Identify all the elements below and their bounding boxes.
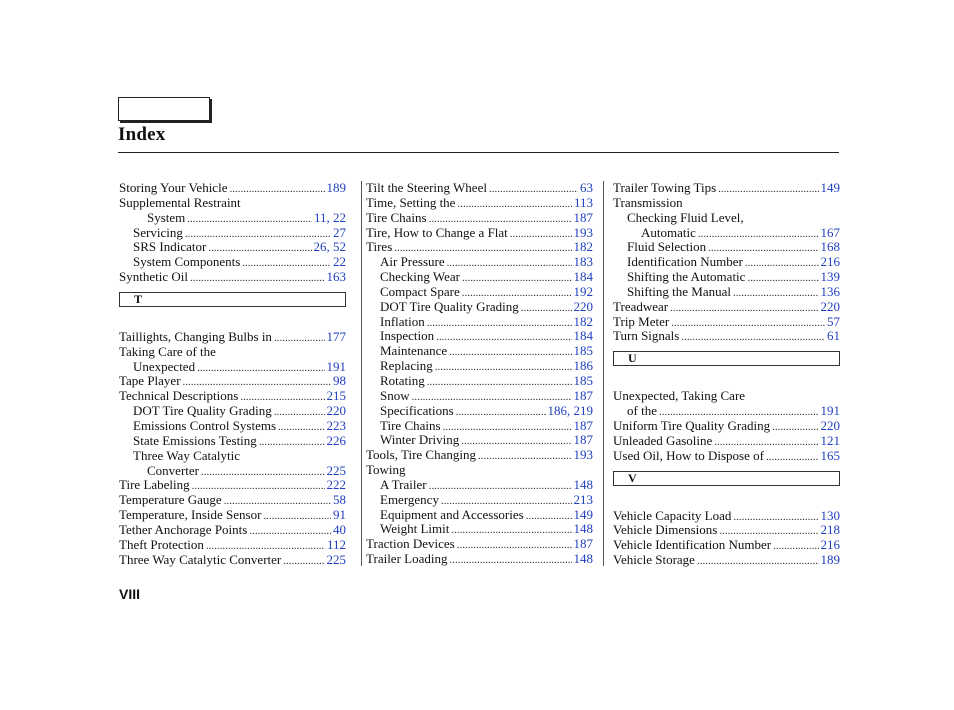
dot-leader [697,554,819,569]
index-entry-term: Traction Devices [366,536,455,552]
index-entry-page-link[interactable]: 222 [326,477,346,493]
index-letter-header: T [119,292,346,307]
section-tab-box [118,97,210,121]
index-entry-page-link[interactable]: 165 [820,447,840,463]
index-entry [366,226,593,241]
index-entry-page-link[interactable]: 112 [326,536,346,552]
index-entry [119,478,346,493]
index-entry-term: Vehicle Storage [613,552,695,568]
title-rule [118,152,839,153]
dot-leader [229,182,324,197]
index-entry-term: Time, Setting the [366,194,456,210]
index-entry-term: Vehicle Dimensions [613,522,718,538]
page-title: Index [118,124,166,145]
index-entry-page-link[interactable]: 189 [820,552,840,568]
index-entry [613,226,840,241]
index-entry [366,478,593,493]
index-entry [613,523,840,538]
index-entry-page-link[interactable]: 184 [573,269,593,285]
index-entry [613,255,840,270]
index-entry-page-link[interactable]: 216 [820,254,840,270]
index-entry [613,553,840,568]
index-entry-page-link[interactable]: 218 [820,522,840,538]
index-entry [613,270,840,285]
index-entry-term: A Trailer [380,476,427,492]
index-entry [366,522,593,537]
dot-leader [521,301,572,316]
dot-leader [461,434,571,449]
index-entry-term: Tire Labeling [119,477,190,493]
index-entry-term: Trailer Towing Tips [613,180,717,195]
index-entry-page-link[interactable]: 148 [573,521,593,537]
index-entry-term: Weight Limit [380,521,450,537]
index-entry-page-link[interactable]: 187 [573,432,593,448]
index-entry-page-link[interactable]: 220 [573,298,593,314]
dot-leader [427,316,572,331]
index-letter-header: V [613,471,840,486]
index-entry-term: Emissions Control Systems [133,417,277,433]
index-entry-page-link[interactable]: 226 [326,432,346,448]
dot-leader [274,331,325,346]
index-entry-term: Shifting the Automatic [627,269,746,285]
dot-leader [698,227,819,242]
index-entry [613,509,840,524]
index-entry-page-link[interactable]: 61 [827,328,840,344]
index-entry [366,270,593,285]
index-entry-page-link[interactable]: 220 [820,298,840,314]
dot-leader [274,405,325,420]
dot-leader [197,361,324,376]
index-entry [366,315,593,330]
index-entry-page-link[interactable]: 148 [573,476,593,492]
index-entry-term: Identification Number [627,254,743,270]
dot-leader [671,316,825,331]
index-entry [613,434,840,449]
dot-leader [670,301,818,316]
index-entry-term: Three Way Catalytic Converter [119,551,282,567]
index-entry-term: Tools, Tire Changing [366,447,476,463]
dot-leader [449,345,571,360]
index-entry [119,240,346,255]
dot-leader [259,435,325,450]
index-entry-page-link[interactable]: 168 [820,239,840,255]
index-entry [613,389,840,404]
index-entry-page-link[interactable]: 149 [820,180,840,195]
index-entry [119,419,346,434]
index-entry [119,389,346,404]
index-entry-page-link[interactable]: 130 [820,507,840,523]
dot-leader [278,420,324,435]
index-entry-term: Rotating [380,372,425,388]
index-entry-term: Unleaded Gasoline [613,432,713,448]
index-entry [613,404,840,419]
index-entry-page-link[interactable]: 187 [573,209,593,225]
index-entry [366,359,593,374]
index-entry-page-link[interactable]: 225 [326,551,346,567]
index-letter-header: U [613,351,840,366]
index-entry-term: DOT Tire Quality Grading [133,403,272,419]
index-entry-term: System [147,209,186,225]
index-entry-page-link[interactable]: 177 [326,328,346,344]
dot-leader [451,523,571,538]
index-entry [366,285,593,300]
index-entry-term: Servicing [133,224,183,240]
dot-leader [747,271,818,286]
index-entry-term: Tires [366,239,393,255]
index-entry-term: Converter [147,462,199,478]
index-entry-term: System Components [133,254,241,270]
index-entry-page-link[interactable]: 136 [820,283,840,299]
index-entry [366,404,593,419]
index-entry [366,508,593,523]
dot-leader [436,330,571,345]
index-entry-page-link[interactable]: 220 [326,403,346,419]
index-entry-term: SRS Indicator [133,239,207,255]
dot-leader [263,509,331,524]
index-entry-page-link[interactable]: 213 [573,491,593,507]
index-entry-page-link[interactable]: 225 [326,462,346,478]
dot-leader [242,256,331,271]
index-entry [119,226,346,241]
dot-leader [772,420,818,435]
index-entry-page-link[interactable]: 26, 52 [313,239,346,255]
index-entry-term: Technical Descriptions [119,388,239,404]
index-entry [366,433,593,448]
dot-leader [456,405,546,420]
dot-leader [681,330,825,345]
index-entry-page-link[interactable]: 192 [573,283,593,299]
index-entry-term: Unexpected, Taking Care [613,388,746,404]
index-entry-page-link[interactable]: 187 [573,536,593,552]
index-entry-page-link[interactable]: 187 [573,387,593,403]
index-entry [366,240,593,255]
dot-leader [526,509,572,524]
index-entry [366,493,593,508]
index-entry-term: Used Oil, How to Dispose of [613,447,764,463]
index-entry-page-link[interactable]: 193 [573,447,593,463]
column-divider [603,181,604,566]
index-entry-page-link[interactable]: 185 [573,372,593,388]
index-entry-term: Vehicle Identification Number [613,537,772,553]
column-divider [361,181,362,566]
dot-leader [745,256,819,271]
dot-leader [718,182,818,197]
index-entry-term: Specifications [380,402,454,418]
index-entry-page-link[interactable]: 187 [573,417,593,433]
index-entry-term: Compact Spare [380,283,460,299]
index-entry-term: Inspection [380,328,435,344]
index-entry-page-link[interactable]: 216 [820,537,840,553]
index-entry-term: Treadwear [613,298,669,314]
index-entry [613,181,840,196]
index-column-1 [119,181,346,567]
index-entry [119,181,346,196]
index-entry-term: of the [627,403,657,419]
index-entry [119,255,346,270]
index-entry-term: Storing Your Vehicle [119,180,228,195]
index-entry-page-link[interactable]: 58 [333,492,346,508]
index-entry [119,360,346,375]
index-entry [613,196,840,211]
index-entry [366,448,593,463]
index-entry [613,285,840,300]
dot-leader [435,360,572,375]
index-entry [119,374,346,389]
dot-leader [766,450,819,465]
index-entry-term: Trailer Loading [366,551,448,567]
index-entry-page-link[interactable]: 215 [326,388,346,404]
index-entry [613,315,840,330]
index-entry [366,255,593,270]
index-entry [119,404,346,419]
index-entry-term: Emergency [380,491,439,507]
index-entry [366,537,593,552]
index-entry [119,508,346,523]
index-entry [613,240,840,255]
dot-leader [427,375,572,390]
index-entry-term: Tether Anchorage Points [119,521,248,537]
index-entry-page-link[interactable]: 139 [820,269,840,285]
dot-leader [201,465,325,480]
index-entry-page-link[interactable]: 189 [326,180,346,195]
index-entry-page-link[interactable]: 149 [573,506,593,522]
index-entry-page-link[interactable]: 113 [573,194,593,210]
index-entry [613,329,840,344]
dot-leader [733,286,819,301]
index-entry-term: Fluid Selection [627,239,707,255]
index-entry [366,389,593,404]
dot-leader [443,420,572,435]
dot-leader [462,271,572,286]
index-entry-term: Air Pressure [380,254,445,270]
index-entry-page-link[interactable]: 186, 219 [547,402,593,418]
index-entry [366,300,593,315]
dot-leader [447,256,572,271]
index-entry-term: Unexpected [133,358,196,374]
index-entry-term: Inflation [380,313,425,329]
index-entry [119,270,346,285]
index-entry-term: Tape Player [119,373,181,389]
dot-leader [283,554,324,569]
index-entry [613,211,840,226]
index-entry-term: Winter Driving [380,432,460,448]
index-entry-term: Turn Signals [613,328,680,344]
index-entry-term: Vehicle Capacity Load [613,507,732,523]
index-entry-term: Replacing [380,358,433,374]
index-entry-page-link[interactable]: 63 [580,180,593,195]
index-entry-term: Checking Wear [380,269,460,285]
index-entry-term: Taillights, Changing Bulbs in [119,328,272,344]
index-entry-term: Maintenance [380,343,448,359]
index-entry-term: Synthetic Oil [119,269,188,285]
dot-leader [457,197,572,212]
index-entry-page-link[interactable]: 193 [573,224,593,240]
index-entry-term: Tilt the Steering Wheel [366,180,487,195]
index-entry-page-link[interactable]: 11, 22 [313,209,346,225]
index-entry-term: Three Way Catalytic [133,447,241,463]
index-entry [119,196,346,211]
dot-leader [449,553,571,568]
index-entry-term: Supplemental Restraint [119,194,241,210]
index-entry-page-link[interactable]: 220 [820,417,840,433]
dot-leader [429,479,572,494]
page-number: VIII [119,586,141,602]
index-entry [366,329,593,344]
dot-leader [733,510,818,525]
index-entry-page-link[interactable]: 186 [573,358,593,374]
index-entry [366,552,593,567]
dot-leader [457,538,572,553]
index-entry [119,330,346,345]
index-entry-term: Equipment and Accessories [380,506,524,522]
index-entry-term: DOT Tire Quality Grading [380,298,519,314]
dot-leader [478,449,572,464]
index-entry-page-link[interactable]: 185 [573,343,593,359]
index-entry-page-link[interactable]: 167 [820,224,840,240]
index-entry-term: Checking Fluid Level, [627,209,744,225]
index-entry [119,464,346,479]
index-entry-term: Shifting the Manual [627,283,731,299]
index-entry-term: Automatic [641,224,696,240]
index-entry-page-link[interactable]: 184 [573,328,593,344]
index-entry-page-link[interactable]: 183 [573,254,593,270]
index-entry-page-link[interactable]: 98 [333,373,346,389]
index-entry [119,345,346,360]
index-entry-term: Tire, How to Change a Flat [366,224,508,240]
index-entry-page-link[interactable]: 148 [573,551,593,567]
index-entry-page-link[interactable]: 182 [573,239,593,255]
index-entry [119,523,346,538]
index-entry-term: Tire Chains [366,209,427,225]
index-entry-page-link[interactable]: 57 [827,313,840,329]
index-entry [366,344,593,359]
index-entry [119,449,346,464]
index-entry-term: State Emissions Testing [133,432,257,448]
index-entry-page-link[interactable]: 223 [326,417,346,433]
index-entry-page-link[interactable]: 27 [333,224,346,240]
dot-leader [185,227,331,242]
index-entry-page-link[interactable]: 191 [326,358,346,374]
index-entry-term: Uniform Tire Quality Grading [613,417,771,433]
index-entry-page-link[interactable]: 191 [820,403,840,419]
index-entry-term: Tire Chains [380,417,441,433]
index-entry-term: Taking Care of the [119,343,216,359]
index-entry [613,538,840,553]
index-entry [119,553,346,568]
index-entry [119,493,346,508]
index-entry-term: Transmission [613,194,683,210]
index-entry [366,463,593,478]
index-entry [119,538,346,553]
index-entry-page-link[interactable]: 91 [333,507,346,523]
dot-leader [489,182,578,197]
dot-leader [249,524,331,539]
index-entry [366,196,593,211]
index-column-3 [613,181,840,568]
dot-leader [773,539,818,554]
index-entry-page-link[interactable]: 121 [820,432,840,448]
index-entry [366,419,593,434]
dot-leader [510,227,572,242]
index-column-2 [366,181,593,567]
index-entry-term: Temperature Gauge [119,492,222,508]
index-entry [366,181,593,196]
index-entry-term: Trip Meter [613,313,670,329]
index-entry [613,300,840,315]
index-entry-page-link[interactable]: 22 [333,254,346,270]
index-entry-page-link[interactable]: 163 [326,269,346,285]
index-entry [119,434,346,449]
index-entry-term: Snow [380,387,410,403]
dot-leader [190,271,325,286]
index-entry-term: Temperature, Inside Sensor [119,507,262,523]
index-entry-term: Towing [366,462,406,478]
index-entry-page-link[interactable]: 182 [573,313,593,329]
index-entry [613,449,840,464]
index-entry-term: Theft Protection [119,536,204,552]
index-entry [366,374,593,389]
index-entry [613,419,840,434]
index-entry [119,211,346,226]
index-entry-page-link[interactable]: 40 [333,521,346,537]
dot-leader [187,212,312,227]
index-entry [366,211,593,226]
